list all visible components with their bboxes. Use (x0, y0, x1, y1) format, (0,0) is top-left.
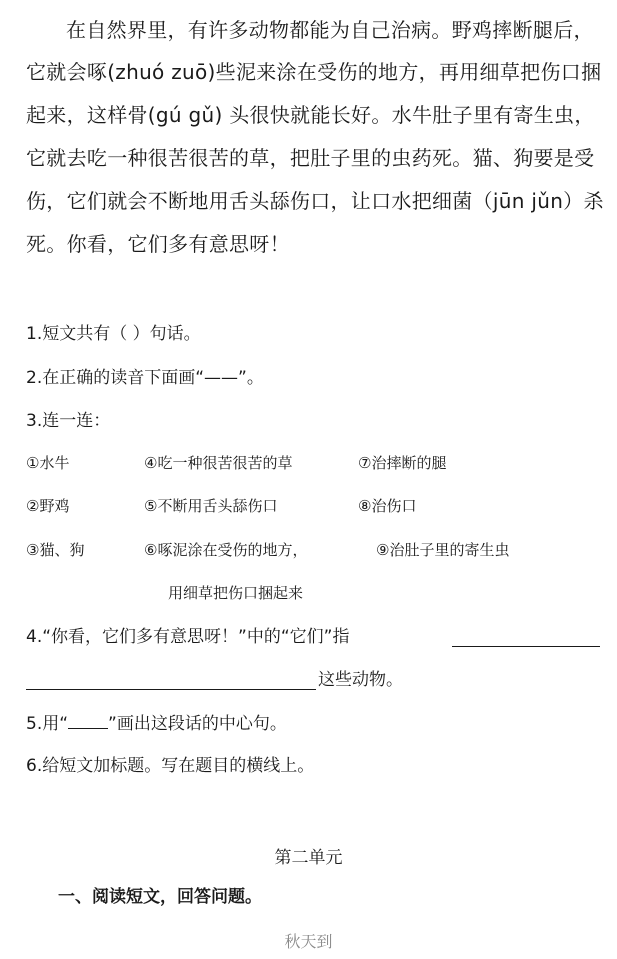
question-4-suffix: 这些动物。 (318, 670, 403, 690)
question-4 (26, 626, 349, 648)
question-6: 6.给短文加标题。写在题目的横线上。 (26, 756, 315, 776)
action-item-4: ④吃一种很苦很苦的草 (144, 454, 293, 472)
animal-item-2: ②野鸡 (26, 497, 70, 515)
question-4-text: 4.“你看，它们多有意思呀！”中的“它们”指 (26, 627, 350, 647)
passage-line-2: 它就会啄(zhuó zuō)些泥来涂在受伤的地方，再用细草把伤口捆 (26, 60, 602, 84)
passage-line-4: 它就去吃一种很苦很苦的草，把肚子里的虫药死。猫、狗要是受 (26, 146, 595, 170)
question-1: 1.短文共有（ ）句话。 (26, 324, 201, 344)
passage-line-5: 伤，它们就会不断地用舌头舔伤口，让口水把细菌（jūn jǔn）杀 (26, 189, 604, 213)
question-2: 2.在正确的读音下面画“——”。 (26, 368, 264, 388)
unit-heading: 第二单元 (274, 848, 343, 868)
question-5 (26, 712, 287, 735)
question-3: 3.连一连： (26, 411, 111, 431)
answer-blank-line[interactable] (26, 689, 316, 690)
purpose-item-7: ⑦治摔断的腿 (358, 454, 447, 472)
animal-item-3: ③猫、狗 (26, 541, 85, 559)
question-5-prefix: 5.用“ (26, 714, 69, 734)
purpose-item-9: ⑨治肚子里的寄生虫 (376, 541, 510, 559)
animal-item-1: ①水牛 (26, 454, 70, 472)
purpose-item-8: ⑧治伤口 (358, 497, 417, 515)
question-5-suffix: ”画出这段话的中心句。 (108, 714, 287, 734)
passage-line-6: 死。你看，它们多有意思呀！ (26, 232, 290, 256)
underline-sample (68, 712, 108, 729)
action-item-6-continued: 用细草把伤口捆起来 (168, 584, 304, 602)
action-item-5: ⑤不断用舌头舔伤口 (144, 497, 278, 515)
section-heading: 一、阅读短文，回答问题。 (58, 887, 262, 907)
passage-line-1: 在自然界里，有许多动物都能为自己治病。野鸡摔断腿后， (66, 18, 594, 42)
answer-blank-line[interactable] (452, 646, 600, 647)
action-item-6: ⑥啄泥涂在受伤的地方， (144, 541, 308, 559)
next-passage-title: 秋天到 (284, 932, 333, 951)
passage-line-3: 起来，这样骨(gú gǔ) 头很快就能长好。水牛肚子里有寄生虫， (26, 103, 595, 127)
